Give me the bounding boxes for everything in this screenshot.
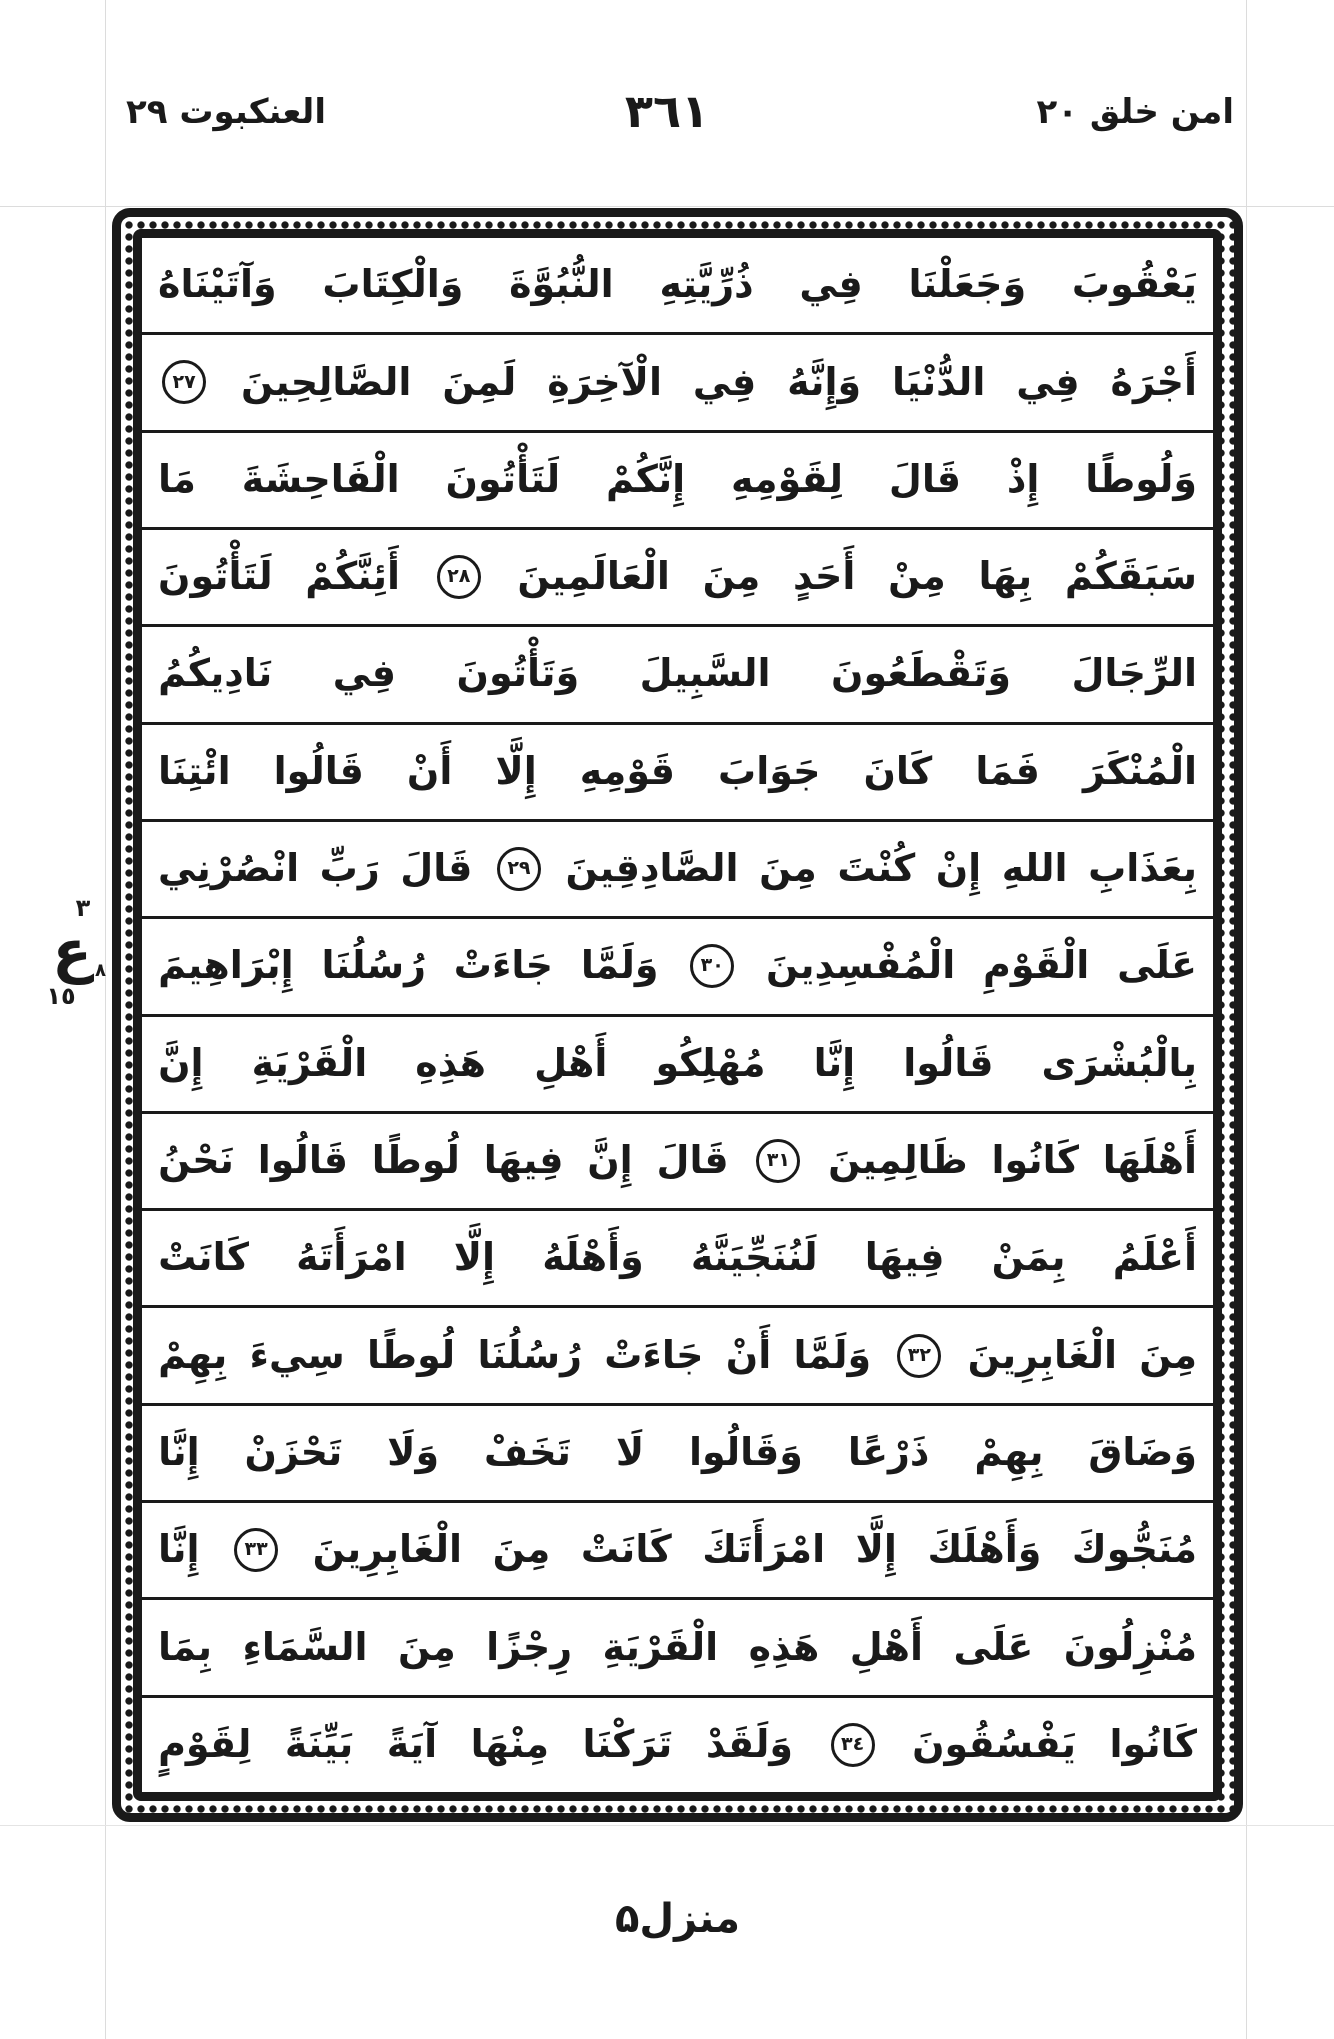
word: بِمَنْ — [991, 1235, 1066, 1280]
quran-line — [142, 822, 1213, 919]
word: إِبْرَاهِيمَ — [158, 943, 294, 988]
quran-line — [142, 1698, 1213, 1792]
word: لِقَوْمِهِ — [731, 456, 844, 501]
word: مِنَ — [398, 1624, 456, 1669]
word: فَمَا — [975, 748, 1040, 793]
quran-line — [142, 335, 1213, 432]
word: بِالْبُشْرَى — [1041, 1040, 1197, 1085]
page-edge-line-right — [1246, 0, 1247, 2039]
quran-line-text — [158, 651, 1197, 696]
word: وَتَأْتُونَ — [456, 651, 580, 696]
word: فِيهَا — [483, 1138, 564, 1183]
word: هَذِهِ — [748, 1624, 820, 1669]
ayah-marker: ٣٣ — [234, 1528, 278, 1572]
word: فِي — [1016, 359, 1080, 404]
word: إِنَّا — [158, 1527, 200, 1572]
word: مُهْلِكُو — [655, 1040, 766, 1085]
word: مِنَ — [492, 1527, 551, 1572]
quran-line-text — [158, 748, 1197, 793]
ayah-marker: ٢٨ — [437, 555, 481, 599]
ayah-marker: ٣١ — [756, 1139, 800, 1183]
word: كُنْتَ — [837, 846, 916, 891]
word: وَأَهْلَكَ — [927, 1527, 1042, 1572]
word: وَلَا — [387, 1429, 440, 1474]
word: مُنْزِلُونَ — [1063, 1624, 1197, 1669]
ayah-marker: ٣٠ — [690, 944, 734, 988]
word: رُسُلُنَا — [477, 1332, 582, 1377]
ruku-ain-symbol — [38, 917, 106, 985]
quran-line-text — [158, 555, 1197, 599]
word: النُّبُوَّةَ — [509, 262, 614, 307]
word: لَنُنَجِّيَنَّهُ — [690, 1235, 818, 1280]
word: مِنَ — [1139, 1332, 1197, 1377]
word: أَعْلَمُ — [1112, 1235, 1197, 1280]
word: الْغَابِرِينَ — [312, 1527, 463, 1572]
word: فِي — [692, 359, 757, 404]
page-number: ٣٦١ — [624, 84, 710, 138]
quran-line — [142, 919, 1213, 1016]
ayah-marker: ٣٢ — [897, 1334, 941, 1378]
word: أَهْلَهَا — [1102, 1138, 1197, 1183]
quran-line — [142, 1406, 1213, 1503]
word: بِهِمْ — [158, 1332, 228, 1377]
word: إِلَّا — [453, 1235, 496, 1280]
ayah-marker: ٢٩ — [497, 847, 541, 891]
word: أَنْ — [725, 1332, 772, 1377]
word: وَلَقَدْ — [705, 1721, 794, 1766]
word: قَالُوا — [903, 1040, 994, 1085]
word: الْمُفْسِدِينَ — [766, 943, 956, 988]
word: إِنَّ — [158, 1040, 204, 1085]
word: وَإِنَّهُ — [787, 359, 862, 404]
page-edge-line-top — [0, 206, 1334, 207]
quran-line — [142, 1017, 1213, 1114]
quran-line-text — [158, 1235, 1197, 1280]
quran-line-text — [158, 1429, 1197, 1474]
word: فِي — [799, 262, 863, 307]
word: ذَرْعًا — [847, 1429, 930, 1474]
word: فِي — [332, 651, 397, 696]
page-edge-line-left — [105, 0, 106, 2039]
word: وَأَهْلَهُ — [542, 1235, 644, 1280]
word: إِلَّا — [855, 1527, 897, 1572]
surah-name-label: العنكبوت ٢٩ — [126, 92, 326, 132]
word: قَوْمِهِ — [579, 748, 676, 793]
quran-line — [142, 1600, 1213, 1697]
juz-name-label: امن خلق ٢٠ — [1036, 92, 1234, 132]
word: كَانُوا — [1109, 1721, 1197, 1766]
quran-line — [142, 1503, 1213, 1600]
quran-line-text — [158, 1528, 1197, 1572]
quran-line — [142, 725, 1213, 822]
word: يَعْقُوبَ — [1071, 262, 1197, 307]
word: لُوطًا — [367, 1332, 456, 1377]
word: أَنْ — [406, 748, 453, 793]
quran-line — [142, 627, 1213, 724]
word: عَلَى — [953, 1624, 1034, 1669]
word: لُوطًا — [371, 1138, 460, 1183]
word: وَقَالُوا — [689, 1429, 803, 1474]
word: أَهْلِ — [849, 1624, 924, 1669]
word: لَتَأْتُونَ — [445, 456, 561, 501]
word: كَانَتْ — [580, 1527, 672, 1572]
word: لَا — [615, 1429, 645, 1474]
word: وَجَعَلْنَا — [908, 262, 1027, 307]
word: قَالَ — [656, 1138, 729, 1183]
word: اللهِ — [1001, 846, 1068, 891]
quran-line — [142, 1308, 1213, 1405]
quran-line-text — [158, 847, 1197, 891]
word: وَآتَيْنَاهُ — [158, 262, 277, 307]
word: الْمُنْكَرَ — [1082, 748, 1197, 793]
word: الْقَرْيَةِ — [251, 1040, 368, 1085]
word: الدُّنْيَا — [892, 359, 986, 404]
word: إِنَّ — [587, 1138, 633, 1183]
ruku-marker — [38, 896, 106, 1008]
word: إِذْ — [1006, 456, 1040, 501]
word: تَحْزَنْ — [244, 1429, 343, 1474]
word: سَبَقَكُمْ — [1064, 554, 1197, 599]
word: جَاءَتْ — [604, 1332, 704, 1377]
word: السَّبِيلَ — [639, 651, 771, 696]
word: وَالْكِتَابَ — [322, 262, 464, 307]
word: مِنْهَا — [470, 1721, 550, 1766]
word: قَالَ — [888, 456, 961, 501]
word: ظَالِمِينَ — [828, 1138, 968, 1183]
word: هَذِهِ — [415, 1040, 487, 1085]
word: قَالَ — [400, 846, 473, 891]
word: جَوَابَ — [718, 748, 821, 793]
word: بِمَا — [158, 1624, 213, 1669]
word: لِقَوْمٍ — [158, 1721, 252, 1766]
word: الْآخِرَةِ — [547, 359, 662, 404]
word: السَّمَاءِ — [242, 1624, 368, 1669]
manzil-label: منزل۵ — [614, 1896, 741, 1942]
word: وَلُوطًا — [1085, 456, 1197, 501]
word: الصَّادِقِينَ — [565, 846, 739, 891]
word: مِنَ — [759, 846, 817, 891]
word: بِهَا — [978, 554, 1033, 599]
word: أَئِنَّكُمْ — [305, 554, 400, 599]
word: وَلَمَّا — [793, 1332, 872, 1377]
ruku-number-bottom: ١٥ — [46, 982, 76, 1010]
word: إِنَّا — [158, 1429, 200, 1474]
word: فِيهَا — [864, 1235, 945, 1280]
word: مِنْ — [888, 554, 946, 599]
word: الْقَرْيَةِ — [602, 1624, 719, 1669]
quran-line-text — [158, 456, 1197, 501]
word: لَتَأْتُونَ — [158, 554, 273, 599]
word: الصَّالِحِينَ — [241, 359, 412, 404]
word: رِجْزًا — [486, 1624, 573, 1669]
quran-line-text — [158, 360, 1197, 404]
word: أَجْرَهُ — [1110, 359, 1197, 404]
ruku-number-side: ٨ — [95, 960, 106, 981]
word: كَانُوا — [991, 1138, 1079, 1183]
quran-line-text — [158, 1334, 1197, 1378]
word: الرِّجَالَ — [1071, 651, 1197, 696]
ayah-marker: ٣٤ — [831, 1723, 875, 1767]
word: إِنَّكُمْ — [605, 456, 686, 501]
word: بِهِمْ — [974, 1429, 1044, 1474]
word: مُنَجُّوكَ — [1071, 1527, 1197, 1572]
word: مَا — [158, 456, 196, 501]
page-edge-line-bottom — [0, 1825, 1334, 1826]
word: سِيءَ — [249, 1332, 345, 1377]
word: كَانَتْ — [158, 1235, 249, 1280]
word: بَيِّنَةً — [284, 1721, 354, 1766]
quran-line-text — [158, 1624, 1197, 1669]
word: الْقَوْمِ — [982, 943, 1090, 988]
quran-line-text — [158, 944, 1197, 988]
quran-line — [142, 433, 1213, 530]
quran-line-text — [158, 1139, 1197, 1183]
word: جَاءَتْ — [453, 943, 554, 988]
word: عَلَى — [1117, 943, 1197, 988]
quran-line — [142, 1211, 1213, 1308]
decorative-frame — [112, 208, 1243, 1822]
ayah-marker: ٢٧ — [162, 360, 206, 404]
quran-line-text — [158, 1723, 1197, 1767]
quran-line — [142, 530, 1213, 627]
word: بِعَذَابِ — [1088, 846, 1197, 891]
quran-line-text — [158, 1040, 1197, 1085]
quran-line — [142, 1114, 1213, 1211]
word: أَحَدٍ — [793, 554, 856, 599]
quran-line-text — [158, 262, 1197, 307]
word: قَالُوا — [273, 748, 364, 793]
word: وَلَمَّا — [580, 943, 659, 988]
word: إِلَّا — [495, 748, 537, 793]
word: لَمِنَ — [442, 359, 517, 404]
ain-glyph: ع — [52, 917, 92, 985]
word: وَتَقْطَعُونَ — [831, 651, 1011, 696]
word: تَرَكْنَا — [582, 1721, 673, 1766]
ruku-number-top: ٣ — [75, 894, 91, 922]
word: امْرَأَتَكَ — [702, 1527, 826, 1572]
word: قَالُوا — [257, 1138, 348, 1183]
word: انْصُرْنِي — [158, 846, 300, 891]
word: تَخَفْ — [484, 1429, 571, 1474]
word: كَانَ — [863, 748, 933, 793]
word: نَادِيكُمُ — [158, 651, 273, 696]
word: إِنَّا — [813, 1040, 856, 1085]
word: يَفْسُقُونَ — [912, 1721, 1076, 1766]
word: ذُرِّيَّتِهِ — [659, 262, 754, 307]
word: الْغَابِرِينَ — [967, 1332, 1118, 1377]
word: امْرَأَتَهُ — [296, 1235, 407, 1280]
word: مِنَ — [702, 554, 761, 599]
word: إِنْ — [935, 846, 982, 891]
quran-line — [142, 238, 1213, 335]
word: ائْتِنَا — [158, 748, 231, 793]
word: وَضَاقَ — [1088, 1429, 1197, 1474]
word: الْفَاحِشَةَ — [241, 456, 400, 501]
word: رَبِّ — [319, 846, 380, 891]
quran-lines — [133, 229, 1222, 1801]
word: آيَةً — [386, 1721, 438, 1766]
word: رُسُلُنَا — [321, 943, 427, 988]
word: نَحْنُ — [158, 1138, 234, 1183]
word: أَهْلِ — [534, 1040, 608, 1085]
word: الْعَالَمِينَ — [517, 554, 670, 599]
